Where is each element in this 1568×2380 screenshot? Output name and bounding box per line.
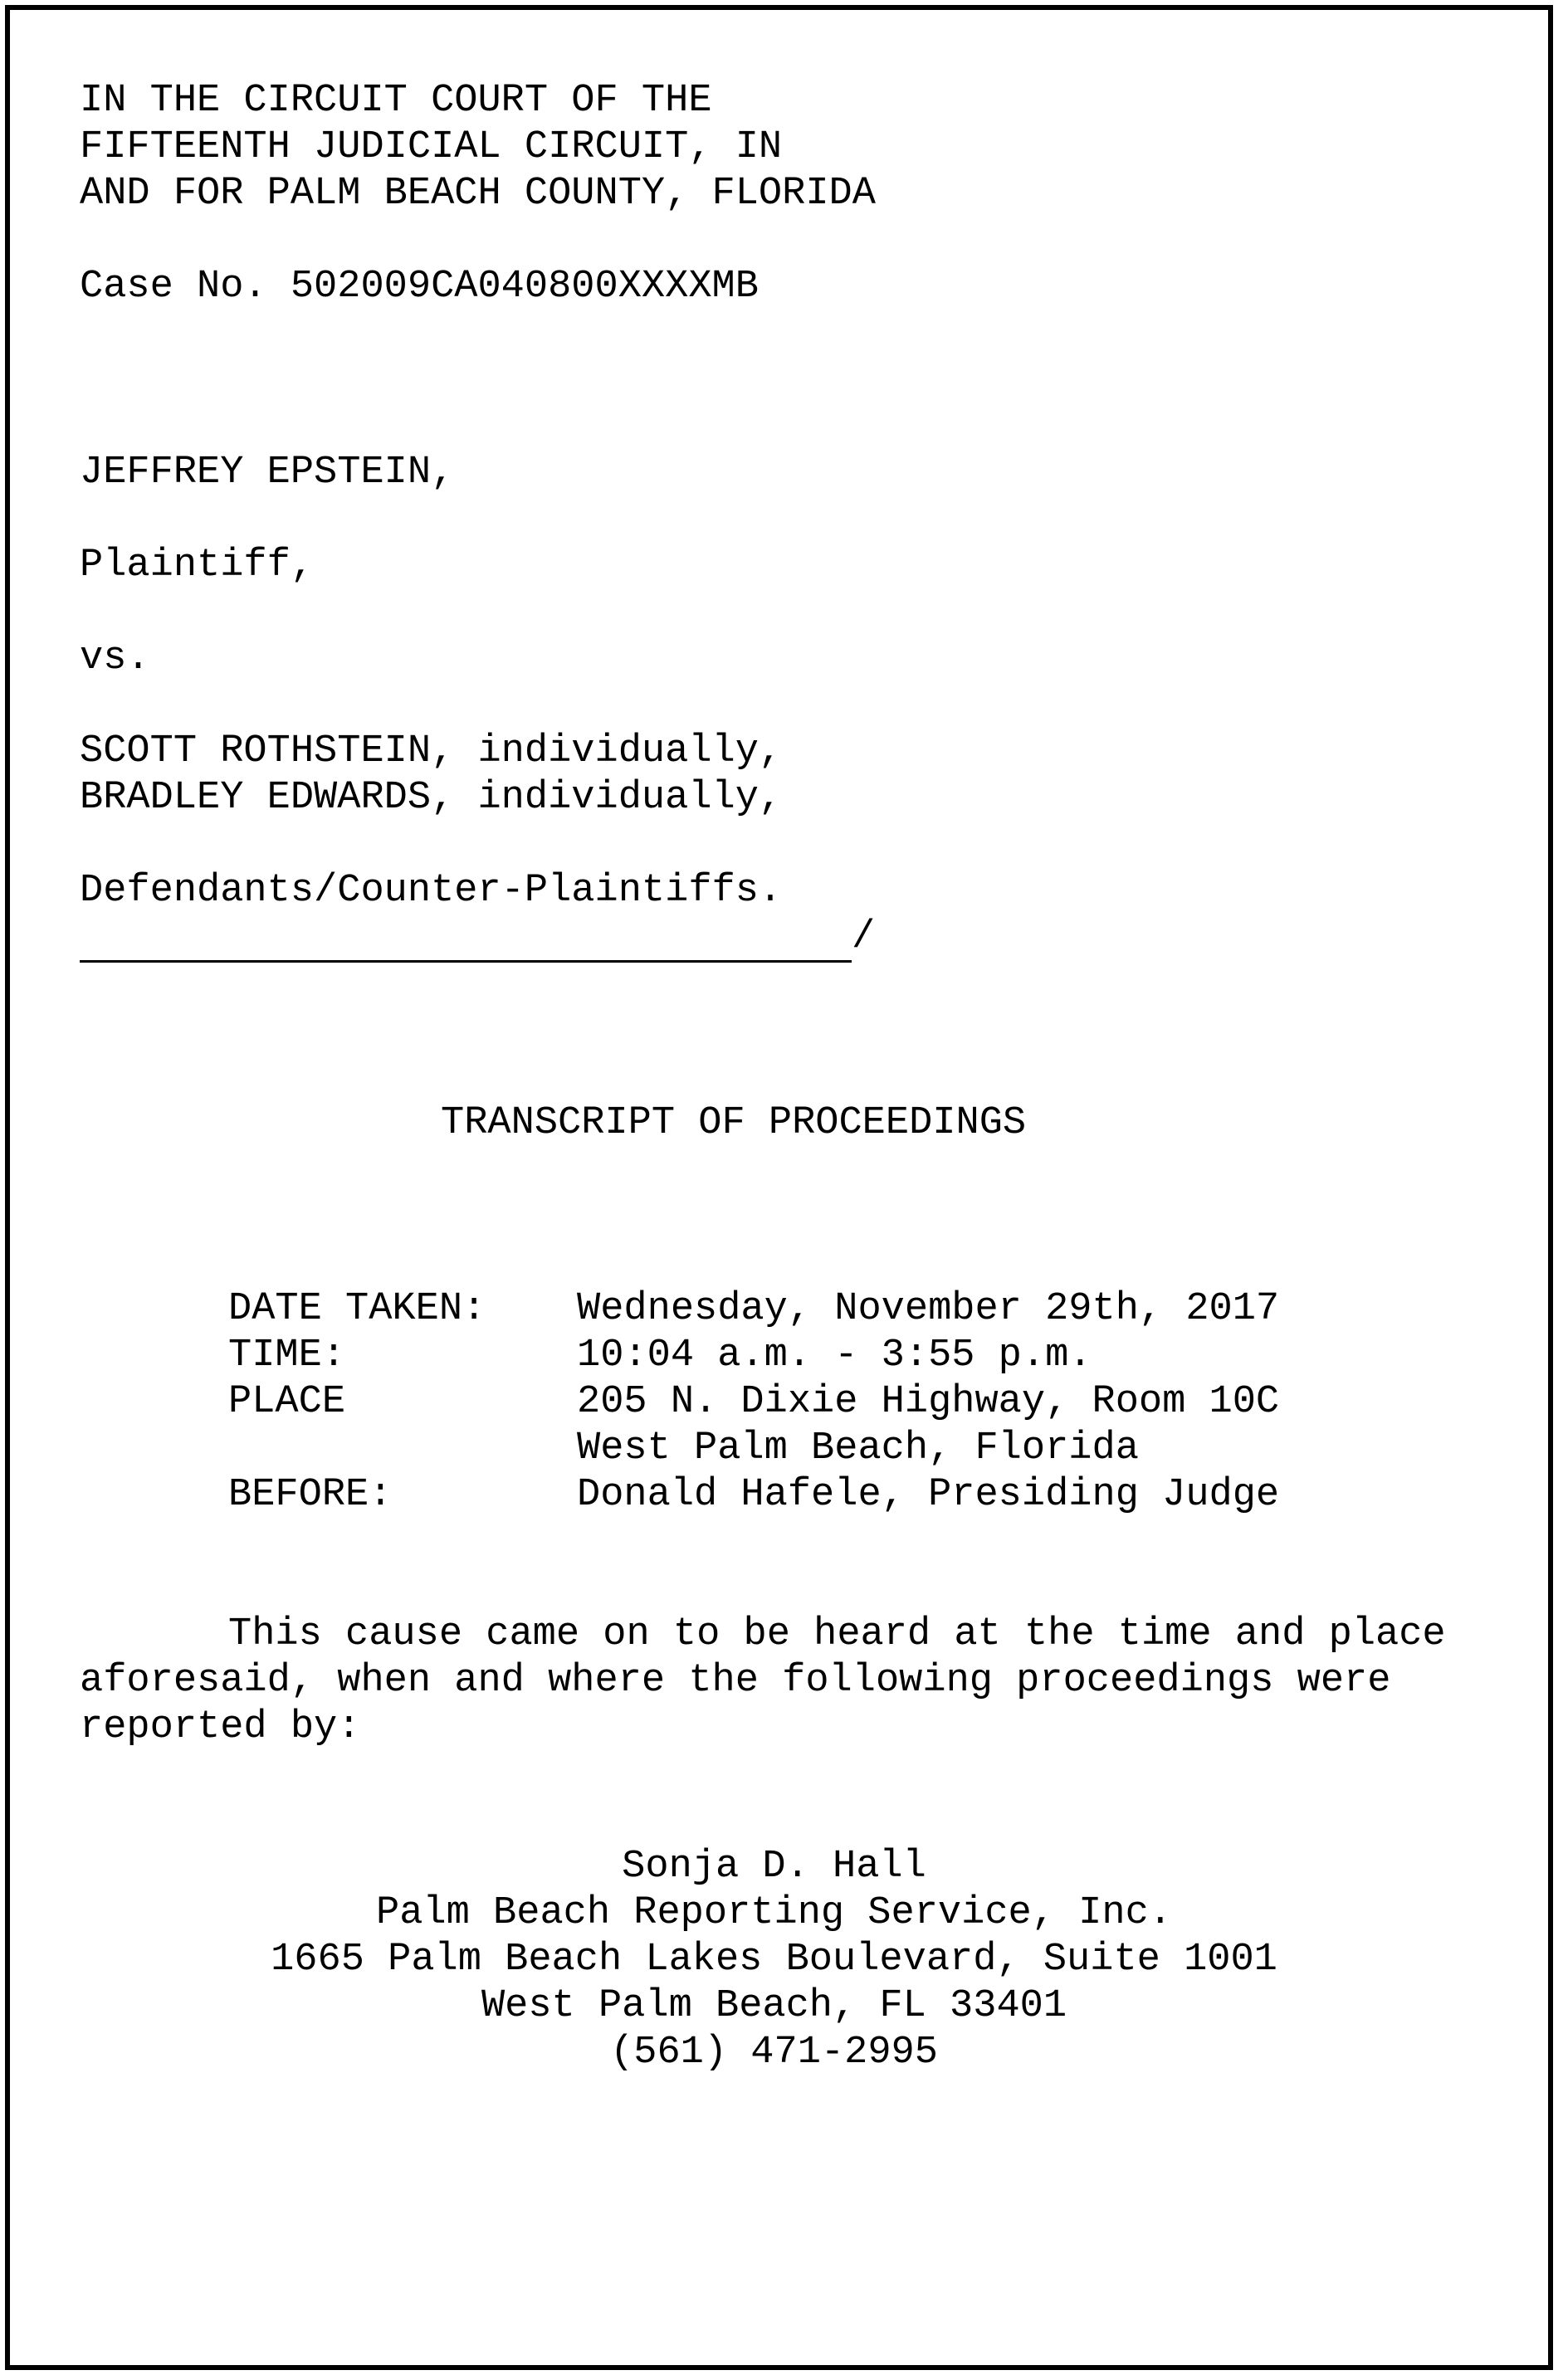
reporter-address-line-2: West Palm Beach, FL 33401 [481,1984,1067,2028]
reporter-name: Sonja D. Hall [622,1845,926,1889]
statement-line-3: reported by: [80,1705,361,1749]
place-label: PLACE [228,1380,346,1424]
defendant-2: BRADLEY EDWARDS, individually, [80,776,783,820]
before-label: BEFORE: [228,1473,393,1517]
date-value: Wednesday, November 29th, 2017 [577,1287,1280,1331]
versus: vs. [80,636,150,680]
place-value-line-1: 205 N. Dixie Highway, Room 10C [577,1380,1280,1424]
court-name-line-3: AND FOR PALM BEACH COUNTY, FLORIDA [80,172,876,216]
time-label: TIME: [228,1334,346,1378]
place-value-line-2: West Palm Beach, Florida [577,1427,1139,1470]
document-title: TRANSCRIPT OF PROCEEDINGS [441,1101,1027,1145]
reporter-phone: (561) 471-2995 [610,2031,938,2075]
statement-line-2: aforesaid, when and where the following proceedings were [80,1659,1391,1703]
plaintiff-role: Plaintiff, [80,544,315,588]
date-label: DATE TAKEN: [228,1287,486,1331]
case-number: Case No. 502009CA040800XXXXMB [80,265,759,309]
court-name-line-1: IN THE CIRCUIT COURT OF THE [80,79,712,123]
caption-underline [80,960,852,963]
time-value: 10:04 a.m. - 3:55 p.m. [577,1334,1092,1378]
plaintiff-name: JEFFREY EPSTEIN, [80,451,455,495]
court-name-line-2: FIFTEENTH JUDICIAL CIRCUIT, IN [80,125,783,169]
before-value: Donald Hafele, Presiding Judge [577,1473,1280,1517]
statement-line-1: This cause came on to be heard at the time and place [228,1612,1446,1656]
defendant-1: SCOTT ROTHSTEIN, individually, [80,729,783,773]
caption-slash: / [852,915,876,959]
reporter-address-line-1: 1665 Palm Beach Lakes Boulevard, Suite 1001 [271,1938,1277,1982]
defendant-role: Defendants/Counter-Plaintiffs. [80,869,783,913]
reporter-company: Palm Beach Reporting Service, Inc. [376,1891,1172,1935]
